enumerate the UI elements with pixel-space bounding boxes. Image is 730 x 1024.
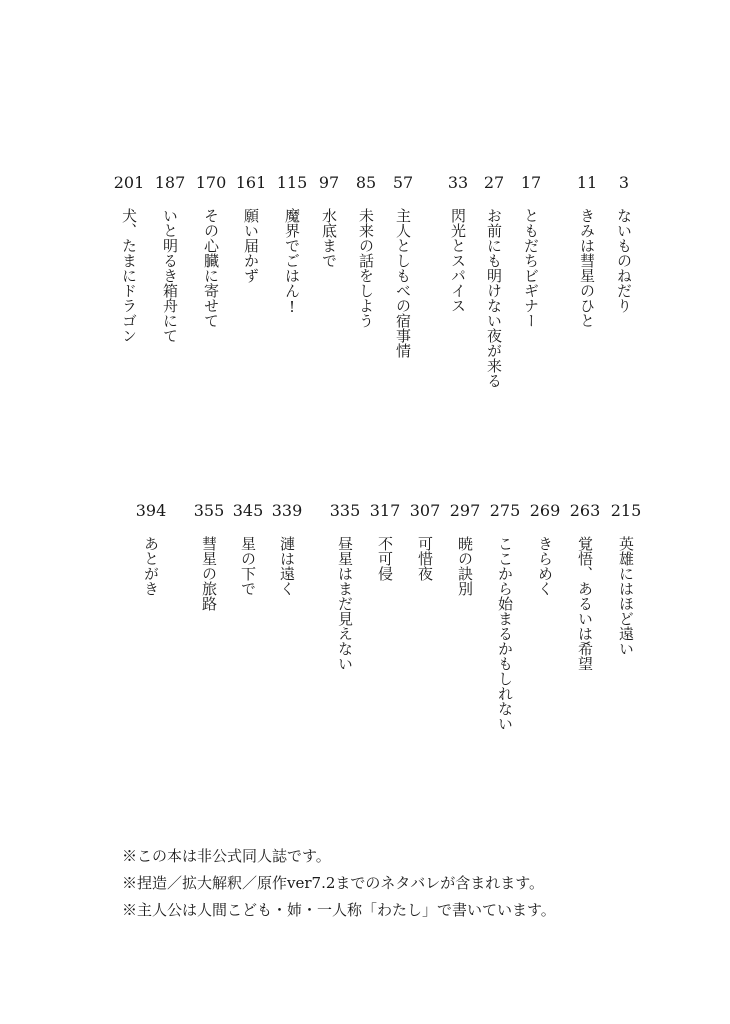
toc-entry: [325, 501, 365, 671]
toc-page-number: 85: [355, 173, 377, 192]
toc-title: 犬、たまにドラゴン: [120, 208, 138, 343]
toc-title: ないものねだり: [615, 208, 633, 313]
disclaimer-notes: [122, 843, 682, 924]
toc-title: 魔界でごはん!: [283, 208, 301, 316]
toc-entry: [567, 173, 607, 328]
toc-page-number: 201: [113, 173, 145, 192]
toc-page-number: 317: [369, 501, 401, 520]
toc-page-number: 17: [520, 173, 542, 192]
toc-entry: [150, 173, 190, 343]
toc-entry: [485, 501, 525, 731]
toc-title: 閃光とスパイス: [449, 208, 467, 313]
toc-title: 星の下で: [239, 536, 257, 596]
toc-title: 彗星の旅路: [200, 536, 218, 611]
toc-entry: [606, 501, 646, 656]
toc-page-number: 394: [135, 501, 167, 520]
toc-title: きみは彗星のひと: [578, 208, 596, 328]
toc-title: 願い届かず: [242, 208, 260, 283]
toc-page-number: 57: [392, 173, 414, 192]
toc-title: 暁の訣別: [456, 536, 474, 596]
toc-page-number: 335: [329, 501, 361, 520]
toc-entry: [272, 173, 312, 316]
toc-page-number: 170: [195, 173, 227, 192]
toc-title: あとがき: [142, 536, 160, 596]
toc-entry: [267, 501, 307, 596]
toc-page-number: 11: [576, 173, 598, 192]
toc-title: ともだちビギナー: [522, 208, 540, 328]
toc-title: 不可侵: [376, 536, 394, 581]
toc-entry: [131, 501, 171, 596]
toc-entry: [228, 501, 268, 596]
toc-title: 可惜夜: [416, 536, 434, 581]
toc-entry: [309, 173, 349, 268]
toc-page-number: 161: [235, 173, 267, 192]
toc-title: 覚悟、あるいは希望: [576, 536, 594, 671]
toc-entry: [604, 173, 644, 313]
toc-title: 主人としもべの宿事情: [394, 208, 412, 358]
toc-entry: [191, 173, 231, 328]
toc-entry: [511, 173, 551, 328]
toc-entry: [189, 501, 229, 611]
toc-entry: [109, 173, 149, 343]
toc-entry: [565, 501, 605, 671]
toc-title: 水底まで: [320, 208, 338, 268]
note-line: ※この本は非公式同人誌です。: [122, 847, 331, 865]
toc-title: 未来の話をしよう: [357, 208, 375, 328]
toc-page-number: 215: [610, 501, 642, 520]
toc-title: きらめく: [536, 536, 554, 596]
toc-page-number: 345: [232, 501, 264, 520]
toc-page-number: 33: [447, 173, 469, 192]
toc-page-number: 97: [318, 173, 340, 192]
toc-entry: [383, 173, 423, 358]
toc-title: 英雄にはほど遠い: [617, 536, 635, 656]
toc-page-number: 187: [154, 173, 186, 192]
toc-page-number: 275: [489, 501, 521, 520]
toc-title: その心臓に寄せて: [202, 208, 220, 328]
toc-page-number: 115: [276, 173, 308, 192]
toc-page-number: 27: [483, 173, 505, 192]
toc-entry: [438, 173, 478, 313]
toc-page-number: 297: [449, 501, 481, 520]
note-line: ※主人公は人間こども・姉・一人称「わたし」で書いています。: [122, 901, 556, 919]
toc-page-number: 307: [409, 501, 441, 520]
toc-title: 昼星はまだ見えない: [336, 536, 354, 671]
toc-entry: [445, 501, 485, 596]
toc-title: ここから始まるかもしれない: [496, 536, 514, 731]
toc-entry: [525, 501, 565, 596]
toc-entry: [365, 501, 405, 581]
toc-page-number: 263: [569, 501, 601, 520]
toc-entry: [405, 501, 445, 581]
toc-title: 漣は遠く: [278, 536, 296, 596]
toc-page-number: 269: [529, 501, 561, 520]
toc-title: お前にも明けない夜が来る: [485, 208, 503, 388]
toc-entry: [474, 173, 514, 388]
toc-page-number: 3: [618, 173, 630, 192]
toc-entry: [231, 173, 271, 283]
note-line: ※捏造／拡大解釈／原作ver7.2までのネタバレが含まれます。: [122, 874, 545, 892]
toc-entry: [346, 173, 386, 328]
toc-page-number: 355: [193, 501, 225, 520]
toc-title: いと明るき箱舟にて: [161, 208, 179, 343]
toc-page-number: 339: [271, 501, 303, 520]
